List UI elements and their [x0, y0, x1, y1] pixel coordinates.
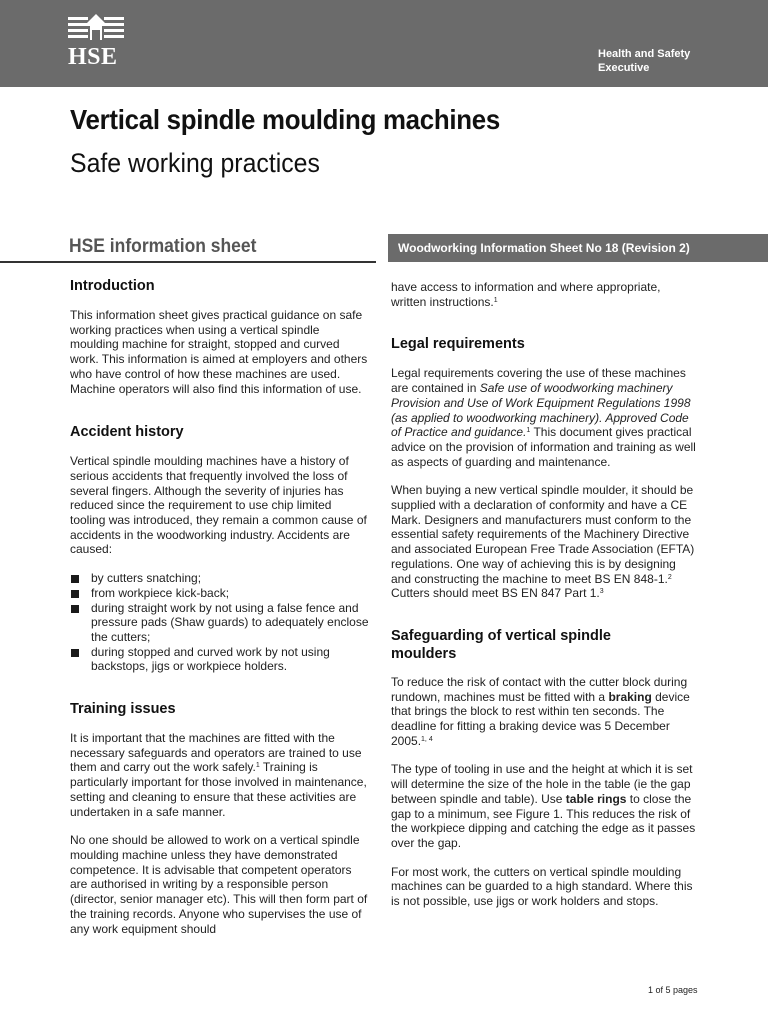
left-column [70, 276, 370, 936]
bullet-square-icon [71, 605, 79, 613]
right-column [391, 276, 697, 909]
training-text-b: Training is particularly important for those involved in maintenance, setting and cleaning to ensure that these activities are undertaken in a safe manner. [70, 760, 367, 819]
footnote-ref: 1 [493, 296, 498, 304]
page-number: 1 of 5 pages [648, 985, 698, 995]
list-item [70, 645, 370, 674]
header-band [0, 0, 768, 87]
legal2-text-b: Cutters should meet BS EN 847 Part 1. [391, 586, 600, 601]
safeguarding-paragraph-2 [391, 762, 697, 850]
organisation-name-line1: Health and Safety [598, 48, 691, 60]
safe1-text-b: device that brings the block to rest within ten seconds. The deadline for fitting a braking device was 5 December 2005. [391, 689, 690, 748]
list-item-text: from workpiece kick-back; [91, 585, 230, 600]
accident-history-paragraph: Vertical spindle moulding machines have a history of serious accidents that frequently involved the loss of several fingers. Although the severity of injuries has reduced since the requirement to use chip limited tooling was introduced, they remain a common cause of accidents in the woodworking industry. Accidents are caused: [70, 454, 367, 557]
footnote-ref: 1 [526, 427, 531, 435]
safe1-text-a: To reduce the risk of contact with the cutter block during rundown, machines must be fitted with a [391, 674, 688, 704]
document-title: Vertical spindle moulding machines [70, 104, 500, 135]
legal2-text-a: When buying a new vertical spindle moulder, it should be supplied with a declaration of conformity and have a CE Mark. Designers and manufacturers must conform to the essential safety requirements of the Machinery Directive and associated European Free Trade Association (EFTA) regulations. One way of achieving this is by designing and constructing the machine to meet BS EN 848-1. [391, 483, 695, 586]
section-heading-training-issues: Training issues [70, 701, 176, 718]
legal-paragraph-2 [391, 483, 697, 601]
section-heading-accident-history: Accident history [70, 424, 184, 441]
training-paragraph-2: No one should be allowed to work on a vertical spindle moulding machine unless they have demonstrated competence. It is advisable that competent operators are authorised in writing by a responsible person (director, senior manager etc). This will then form part of the training records. Anyone who supervises the use of any work equipment should [70, 833, 368, 936]
introduction-paragraph: This information sheet gives practical guidance on safe working practices when using a vertical spindle moulding machine for straight, stopped and curved work. This information is aimed at employers and others who have control of how these machines are used. Machine operators will also find this information of use. [70, 308, 368, 396]
sheet-label-rule [0, 261, 376, 263]
footnote-ref: 2 [667, 573, 672, 581]
safe2-text-a: The type of tooling in use and the height at which it is set will determine the size of the hole in the table (ie the gap between spindle and table). Use [391, 762, 693, 806]
sheet-type-label: HSE information sheet [69, 236, 257, 257]
continued-text: have access to information and where appropriate, written instructions. [391, 280, 661, 309]
legal-publication-title: Safe use of woodworking machinery Provision and Use of Work Equipment Regulations 1998 (as applied to woodworking machinery). Approved Code of Practice and guidance. [391, 381, 691, 440]
footnote-ref: 3 [599, 588, 604, 596]
hse-logo-text: HSE [68, 44, 118, 70]
list-item [70, 586, 370, 601]
braking-term: braking [608, 689, 652, 704]
organisation-name-line2: Executive [598, 62, 650, 74]
sheet-number: Woodworking Information Sheet No 18 (Revision 2) [398, 241, 690, 255]
accident-causes-list [70, 571, 370, 674]
safeguarding-paragraph-3: For most work, the cutters on vertical spindle moulding machines can be guarded to a high standard. Where this is not possible, use jigs or work holders and stops. [391, 864, 693, 909]
section-heading-safeguarding: Safeguarding of vertical spindle moulders [391, 627, 611, 662]
list-item-text: during straight work by not using a false fence and pressure pads (Shaw guards) to adequately enclose the cutters; [91, 600, 369, 644]
legal-text-a: Legal requirements covering the use of these machines are contained in [391, 366, 686, 396]
section-heading-legal-requirements: Legal requirements [391, 336, 525, 353]
list-item [70, 571, 370, 586]
table-rings-term: table rings [565, 791, 627, 806]
bullet-square-icon [71, 575, 79, 583]
organisation-name [598, 47, 738, 75]
hse-logo [68, 14, 126, 70]
document-subtitle: Safe working practices [70, 148, 320, 178]
footnote-ref: 1, 4 [421, 735, 433, 743]
training-paragraph-1 [70, 731, 370, 819]
training-text-a: It is important that the machines are fitted with the necessary safeguards and operators are trained to use them and carry out the work safely. [70, 731, 362, 775]
hse-emblem-icon [68, 14, 124, 44]
safe2-text-b: to close the gap to a minimum, see Figure 1. This reduces the risk of the workpiece dipping and catching the edge as it passes over the gap. [391, 791, 696, 850]
legal-text-b: This document gives practical advice on the provision of information and training as well as aspects of guarding and maintenance. [391, 425, 696, 469]
sheet-number-band [388, 234, 768, 262]
list-item-text: by cutters snatching; [91, 571, 202, 586]
bullet-square-icon [71, 649, 79, 657]
continued-paragraph [391, 280, 697, 309]
legal-paragraph-1 [391, 366, 697, 469]
footnote-ref: 1 [255, 762, 260, 770]
section-heading-introduction: Introduction [70, 278, 155, 294]
list-item [70, 601, 370, 645]
safeguarding-paragraph-1 [391, 675, 697, 749]
bullet-square-icon [71, 590, 79, 598]
list-item-text: during stopped and curved work by not using backstops, jigs or workpiece holders. [91, 644, 330, 674]
